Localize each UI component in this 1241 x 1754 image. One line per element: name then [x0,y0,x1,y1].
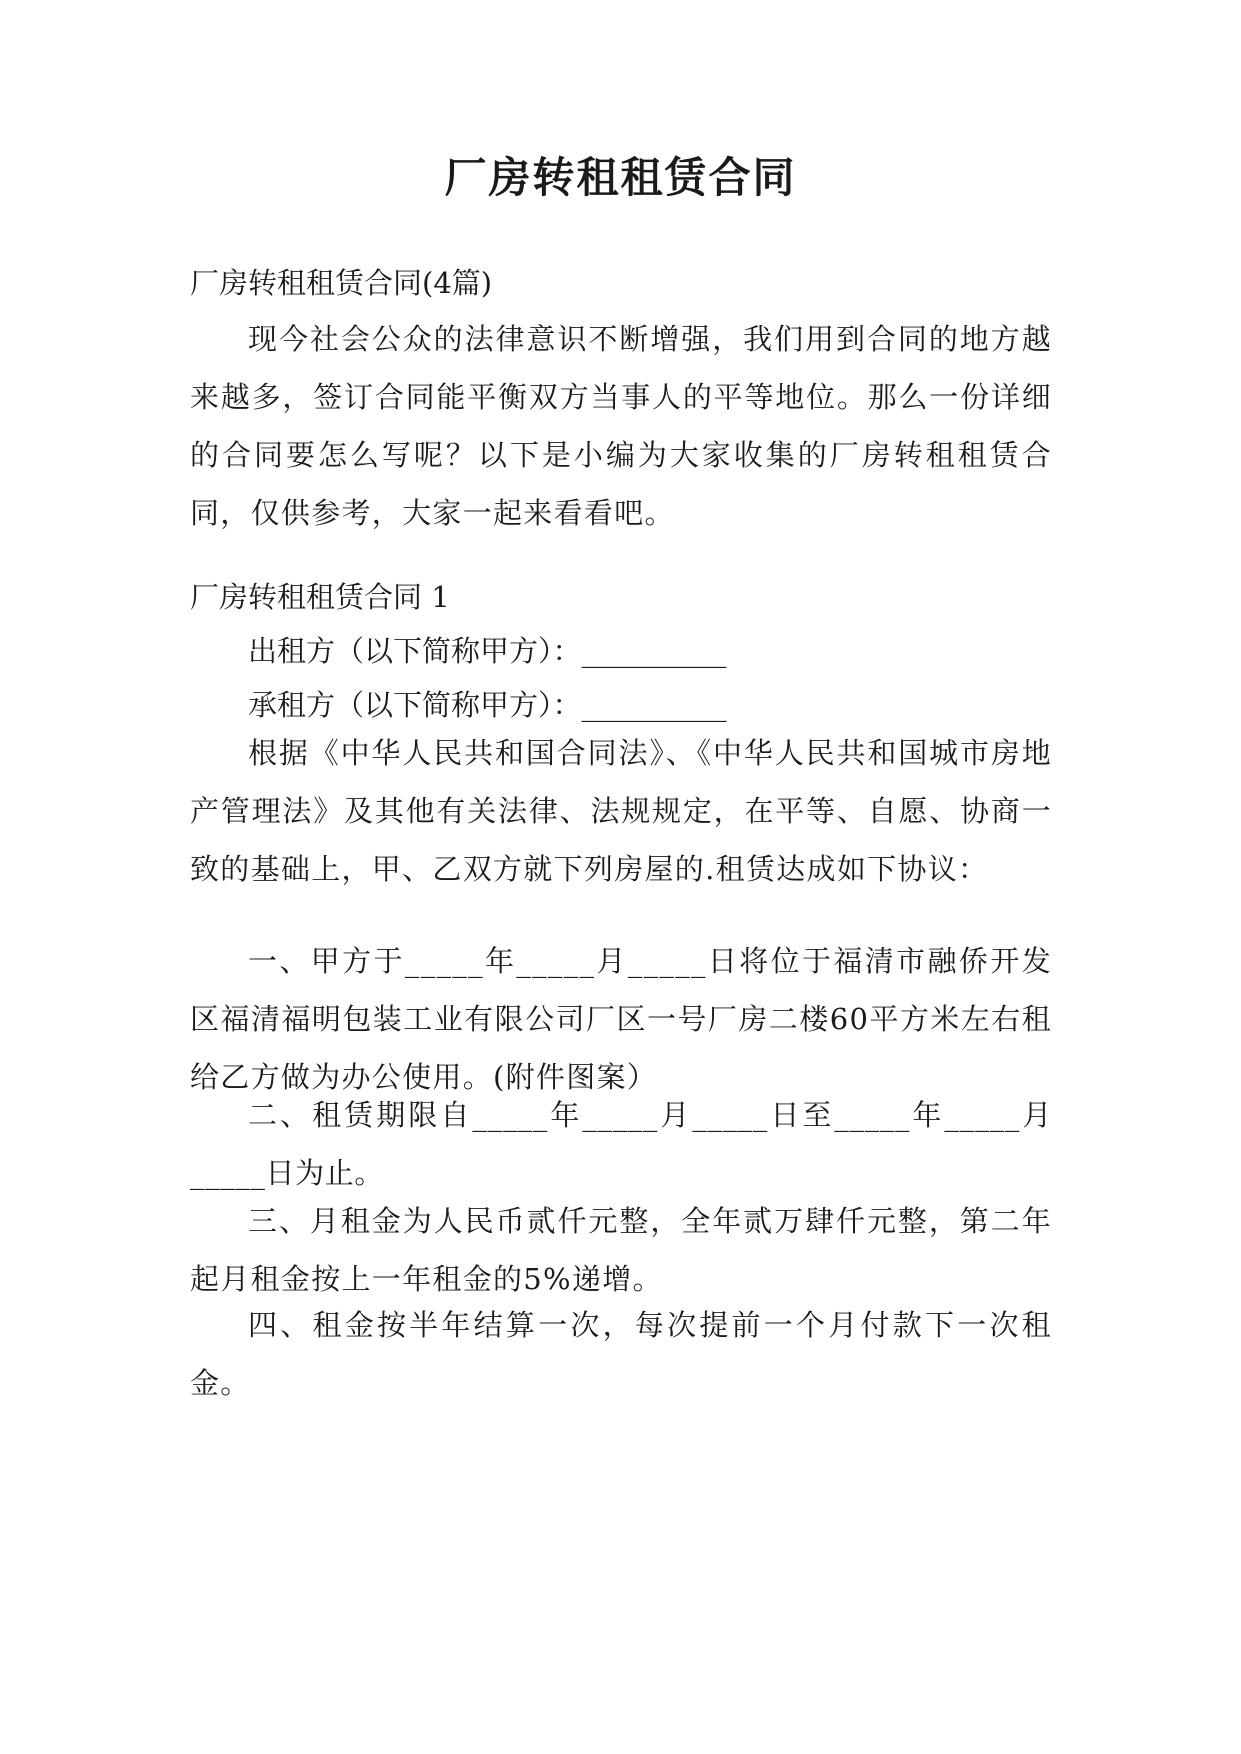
clause-1-paragraph: 一、甲方于_____年_____月_____日将位于福清市融侨开发区福清福明包装工业有限公司厂区一号厂房二楼60平方米左右租给乙方做为办公使用。(附件图案） [190,944,1052,1094]
section-heading: 厂房转租租赁合同 1 [190,580,450,614]
lessor-line: 出租方（以下简称甲方）：__________ [248,634,727,668]
intro-paragraph: 现今社会公众的法律意识不断增强，我们用到合同的地方越来越多，签订合同能平衡双方当事人的平等地位。那么一份详细的合同要怎么写呢？以下是小编为大家收集的厂房转租租赁合同，仅供参考，大家一起来看看吧。 [190,322,1052,530]
basis-paragraph: 根据《中华人民共和国合同法》、《中华人民共和国城市房地产管理法》及其他有关法律、法规规定，在平等、自愿、协商一致的基础上，甲、乙双方就下列房屋的.租赁达成如下协议： [190,736,1052,886]
clause-2-paragraph: 二、租赁期限自_____年_____月_____日至_____年_____月_____日为止。 [190,1098,1052,1190]
document-subtitle: 厂房转租租赁合同(4篇) [190,266,493,300]
clause-4-paragraph: 四、租金按半年结算一次，每次提前一个月付款下一次租金。 [190,1308,1052,1400]
lessee-line: 承租方（以下简称甲方）：__________ [248,688,727,722]
document-title: 厂房转租租赁合同 [444,153,797,202]
clause-3-paragraph: 三、月租金为人民币贰仟元整，全年贰万肆仟元整，第二年起月租金按上一年租金的5%递增。 [190,1204,1052,1296]
